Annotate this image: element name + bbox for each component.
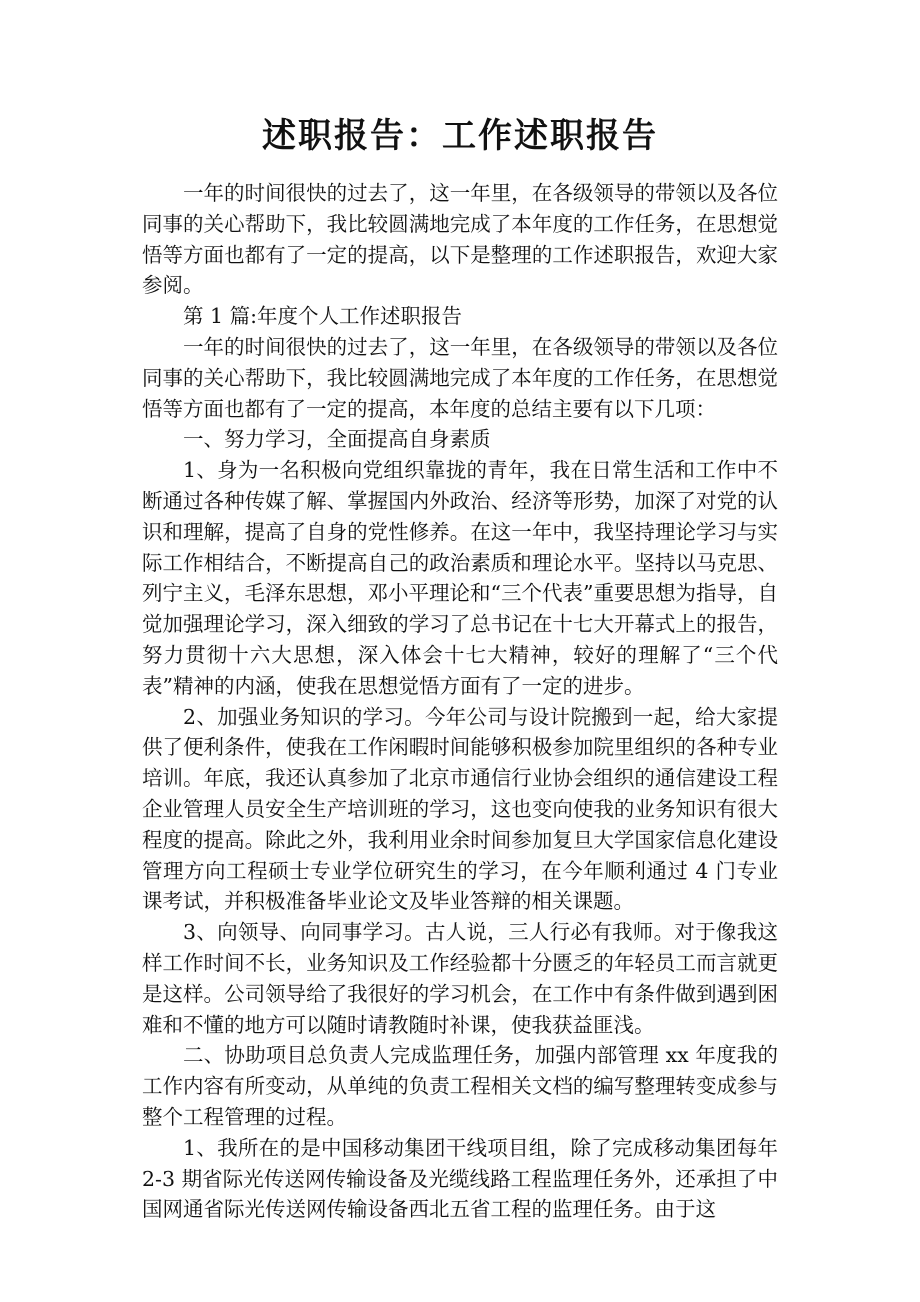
paragraph: 1、身为一名积极向党组织靠拢的青年，我在日常生活和工作中不断通过各种传媒了解、掌握国内外政治、经济等形势，加深了对党的认识和理解，提高了自身的党性修养。在这一年中，我坚持理论学习与实际工作相结合，不断提高自己的政治素质和理论水平。坚持以马克思、列宁主义，毛泽东思想，邓小平理论和“三个代表”重要思想为指导，自觉加强理论学习，深入细致的学习了总书记在十七大开幕式上的报告，努力贯彻十六大思想，深入体会十七大精神，较好的理解了“三个代表”精神的内涵，使我在思想觉悟方面有了一定的进步。 bbox=[142, 458, 778, 698]
subsection-heading: 一、努力学习，全面提高自身素质 bbox=[183, 427, 491, 452]
document-title: 述职报告：工作述职报告 bbox=[262, 116, 658, 156]
paragraph: 3、向领导、向同事学习。古人说，三人行必有我师。对于像我这样工作时间不长，业务知识及工作经验都十分匮乏的年轻员工而言就更是这样。公司领导给了我很好的学习机会，在工作中有条件做到遇到困难和不懂的地方可以随时请教随时补课，使我获益匪浅。 bbox=[142, 920, 778, 1037]
intro-paragraph: 一年的时间很快的过去了，这一年里，在各级领导的带领以及各位同事的关心帮助下，我比较圆满地完成了本年度的工作任务，在思想觉悟等方面也都有了一定的提高，以下是整理的工作述职报告，欢迎大家参阅。 bbox=[142, 181, 778, 298]
paragraph: 1、我所在的是中国移动集团干线项目组，除了完成移动集团每年 2-3 期省际光传送网传输设备及光缆线路工程监理任务外，还承担了中国网通省际光传送网传输设备西北五省工程的监理任务。由于这 bbox=[142, 1135, 778, 1222]
document-body bbox=[142, 178, 778, 1225]
paragraph: 2、加强业务知识的学习。今年公司与设计院搬到一起，给大家提供了便利条件，使我在工作闲暇时间能够积极参加院里组织的各种专业培训。年底，我还认真参加了北京市通信行业协会组织的通信建设工程企业管理人员安全生产培训班的学习，这也变向使我的业务知识有很大程度的提高。除此之外，我利用业余时间参加复旦大学国家信息化建设管理方向工程硕士专业学位研究生的学习，在今年顺利通过 4 门专业课考试，并积极准备毕业论文及毕业答辩的相关课题。 bbox=[142, 704, 778, 914]
section-heading: 第 1 篇:年度个人工作述职报告 bbox=[183, 304, 462, 329]
paragraph: 二、协助项目总负责人完成监理任务，加强内部管理 xx 年度我的工作内容有所变动，从单纯的负责工程相关文档的编写整理转变成参与整个工程管理的过程。 bbox=[142, 1043, 778, 1129]
paragraph: 一年的时间很快的过去了，这一年里，在各级领导的带领以及各位同事的关心帮助下，我比较圆满地完成了本年度的工作任务，在思想觉悟等方面也都有了一定的提高，本年度的总结主要有以下几项： bbox=[142, 334, 778, 421]
